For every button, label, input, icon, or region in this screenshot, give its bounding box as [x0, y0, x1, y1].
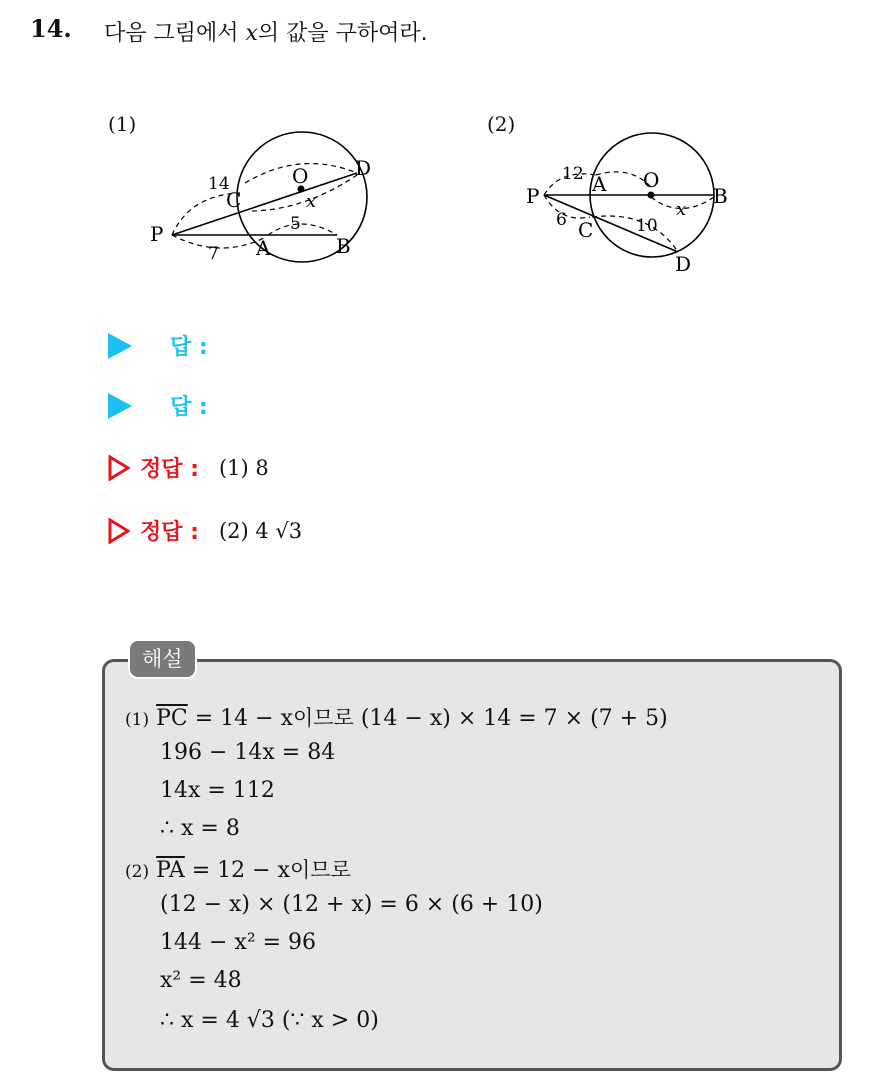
- fig2-len-12: 12: [562, 164, 584, 184]
- fig1-point-c: C: [226, 188, 242, 212]
- fig2-point-c: C: [578, 218, 594, 242]
- solution-tag: 해설: [128, 639, 197, 679]
- solution-line-7: 144 − x² = 96: [160, 930, 317, 955]
- correct-row-2: [108, 515, 302, 546]
- fig2-point-p: P: [526, 184, 540, 208]
- fig1-len-7: 7: [208, 244, 219, 264]
- answer-label: 답 :: [170, 335, 208, 360]
- fig2-point-a: A: [592, 172, 607, 196]
- fig2-point-b: B: [713, 184, 728, 208]
- figure-1-label: (1): [108, 112, 137, 136]
- fig1-point-d: D: [355, 156, 372, 180]
- question-number: 14.: [30, 14, 72, 43]
- solution-line-6: (12 − x) × (12 + x) = 6 × (6 + 10): [160, 892, 543, 917]
- question-variable: x: [245, 21, 258, 46]
- correct-arrow-icon: [108, 518, 130, 544]
- solution-box: [102, 659, 842, 1071]
- solution-line-9: ∴ x = 4 √3 (∵ x > 0): [160, 1008, 379, 1033]
- fig2-point-d: D: [675, 252, 692, 276]
- answer-label: 답 :: [170, 395, 208, 420]
- answer-arrow-icon: [108, 393, 132, 419]
- fig1-len-14: 14: [208, 174, 230, 194]
- answer-arrow-icon: [108, 333, 132, 359]
- solution-line-3: 14x = 112: [160, 778, 275, 803]
- correct-value: (1) 8: [218, 455, 269, 480]
- fig1-len-5: 5: [290, 214, 301, 234]
- correct-value: (2) 4 √3: [218, 518, 303, 543]
- fig1-point-a: A: [256, 236, 271, 260]
- fig1-len-x: x: [306, 191, 317, 212]
- solution-line-5: (2) $\overline{PA} = 12 - x$이므로: [125, 858, 351, 883]
- fig2-len-x: x: [676, 199, 687, 220]
- fig1-point-b: B: [336, 234, 351, 258]
- figure-2-diagram: [520, 125, 750, 280]
- fig2-len-6: 6: [556, 210, 567, 230]
- fig2-point-o: O: [643, 168, 660, 192]
- correct-label: 정답 :: [140, 457, 199, 482]
- answer-row-1: [108, 330, 208, 361]
- question-text-after: 의 값을 구하여라.: [257, 21, 428, 46]
- solution-line-1: (1) $\overline{PC} = 14 - x$이므로 (14 − x) × 14 = 7 × (7 + 5): [125, 706, 668, 731]
- figure-2-label: (2): [487, 112, 516, 136]
- fig1-secant-pcd: [172, 173, 357, 235]
- figure-1-diagram: [140, 125, 390, 275]
- solution-line-4: ∴ x = 8: [160, 816, 240, 841]
- solution-line-2: 196 − 14x = 84: [160, 740, 336, 765]
- correct-arrow-icon: [108, 455, 130, 481]
- correct-row-1: [108, 452, 269, 483]
- fig1-point-o: O: [292, 164, 309, 188]
- answer-row-2: [108, 390, 208, 421]
- solution-line-8: x² = 48: [160, 968, 242, 993]
- question-text: [104, 16, 428, 47]
- question-text-before: 다음 그림에서: [104, 21, 246, 46]
- fig1-point-p: P: [150, 222, 164, 246]
- correct-label: 정답 :: [140, 520, 199, 545]
- fig2-len-10: 10: [636, 216, 658, 236]
